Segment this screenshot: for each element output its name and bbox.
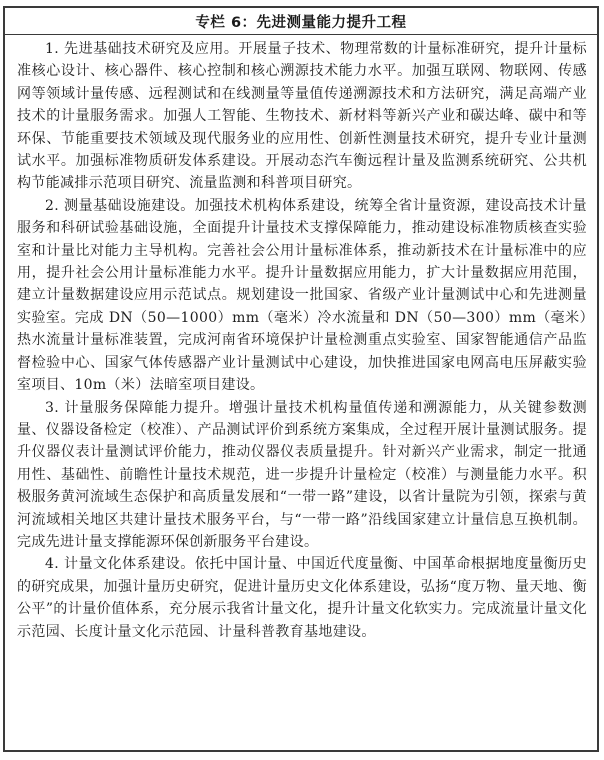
box-content <box>5 35 597 643</box>
paragraph-3: 3. 计量服务保障能力提升。增强计量技术机构量值传递和溯源能力，从关键参数测量、仪器设备检定（校准）、产品测试评价到系统方案集成，全过程开展计量测试服务。提升仪器仪表计量测试评价能力，推动仪器仪表质量提升。针对新兴产业需求，制定一批通用性、基础性、前瞻性计量技术规范，进一步提升计量检定（校准）与测量能力水平。积极服务黄河流域生态保护和高质量发展和“一带一路”建设，以省计量院为引领，探索与黄河流域相关地区共建计量技术服务平台，与“一带一路”沿线国家建立计量信息互换机制。完成先进计量支撑能源环保创新服务平台建设。 <box>17 399 587 550</box>
paragraph-1: 1. 先进基础技术研究及应用。开展量子技术、物理常数的计量标准研究，提升计量标准核心设计、核心器件、核心控制和核心溯源技术能力水平。加强互联网、物联网、传感网等领域计量传感、远程测试和在线测量等量值传递溯源技术和方法研究，满足高端产业技术的计量服务需求。加强人工智能、生物技术、新材料等新兴产业和碳达峰、碳中和等环保、节能重要技术领域及现代服务业的应用性、创新性测量技术研究，提升专业计量测试水平。加强标准物质研发体系建设。开展动态汽车衡远程计量及监测系统研究、公共机构节能减排示范项目研究、流量监测和科普项目研究。 <box>17 41 587 192</box>
feature-box <box>3 6 599 752</box>
paragraph-2: 2. 测量基础设施建设。加强技术机构体系建设，统筹全省计量资源，建设高技术计量服务和科研试验基础设施，全面提升计量技术支撑保障能力，推动建设标准物质核查实验室和计量比对能力主导机构。完善社会公用计量标准体系，推动新技术在计量标准中的应用，提升社会公用计量标准能力水平。提升计量数据应用能力，扩大计量数据应用范围，建立计量数据建设应用示范试点。规划建设一批国家、省级产业计量测试中心和先进测量实验室。完成 DN（50—1000）mm（毫米）冷水流量和 DN（50—300）mm（毫米）热水流量计量标准装置，完成河南省环境保护计量检测重点实验室、国家智能通信产品监督检验中心、国家气体传感器产业计量测试中心建设，加快推进国家电网高电压屏蔽实验室项目、10m（米）法暗室项目建设。 <box>17 197 587 394</box>
box-title: 专栏 6：先进测量能力提升工程 <box>5 8 597 35</box>
paragraph-4: 4. 计量文化体系建设。依托中国计量、中国近代度量衡、中国革命根据地度量衡历史的研究成果，加强计量历史研究，促进计量历史文化体系建设，弘扬“度万物、量天地、衡公平”的计量价值体系，充分展示我省计量文化，提升计量文化软实力。完成流量计量文化示范园、长度计量文化示范园、计量科普教育基地建设。 <box>17 556 587 640</box>
